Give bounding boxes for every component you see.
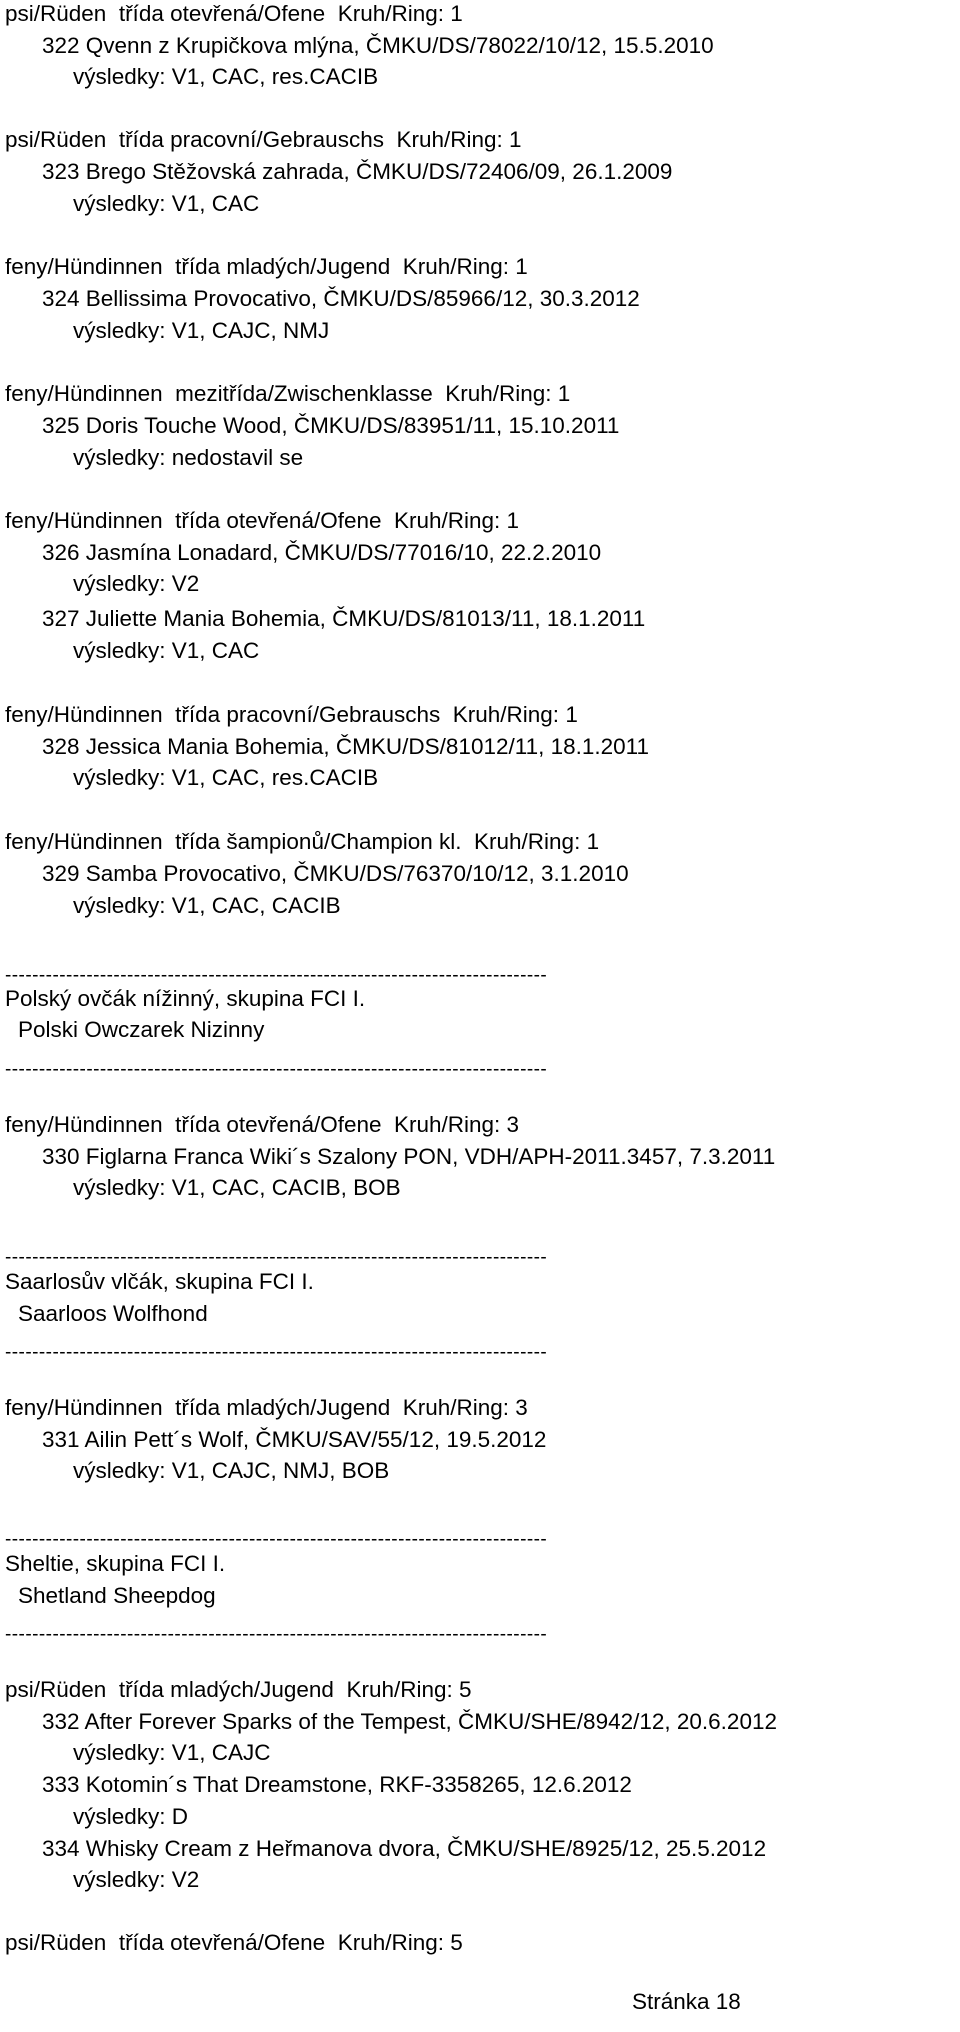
entry-line: 325 Doris Touche Wood, ČMKU/DS/83951/11, 15.10.2011 — [42, 413, 620, 438]
results-line: výsledky: V1, CAJC, NMJ — [73, 318, 330, 343]
breed-name: Saarlosův vlčák, skupina FCI I. — [5, 1269, 314, 1294]
breed-name: Sheltie, skupina FCI I. — [5, 1551, 226, 1576]
results-line: výsledky: V1, CAC, CACIB, BOB — [73, 1175, 401, 1200]
results-line: výsledky: V2 — [73, 571, 200, 596]
breed-name: Polský ovčák nížinný, skupina FCI I. — [5, 986, 366, 1011]
entry-line: 329 Samba Provocativo, ČMKU/DS/76370/10/12, 3.1.2010 — [42, 861, 629, 886]
entry-line: 324 Bellissima Provocativo, ČMKU/DS/85966/12, 30.3.2012 — [42, 286, 640, 311]
entry-line: 326 Jasmína Lonadard, ČMKU/DS/77016/10, 22.2.2010 — [42, 540, 602, 565]
class-header: feny/Hündinnen třída šampionů/Champion kl. Kruh/Ring: 1 — [5, 829, 600, 854]
class-header: feny/Hündinnen třída mladých/Jugend Kruh/Ring: 1 — [5, 254, 528, 279]
results-line: výsledky: V1, CAC, CACIB — [73, 893, 341, 918]
class-header: psi/Rüden třída mladých/Jugend Kruh/Ring: 5 — [5, 1677, 472, 1702]
entry-line: 327 Juliette Mania Bohemia, ČMKU/DS/81013/11, 18.1.2011 — [42, 606, 646, 631]
results-line: výsledky: V1, CAC, res.CACIB — [73, 765, 379, 790]
entry-line: 328 Jessica Mania Bohemia, ČMKU/DS/81012/11, 18.1.2011 — [42, 734, 650, 759]
separator-line: -------------------------------------------------------------------------------- — [5, 1342, 548, 1363]
results-line: výsledky: D — [73, 1804, 189, 1829]
separator-line: -------------------------------------------------------------------------------- — [5, 1059, 548, 1080]
entry-line: 322 Qvenn z Krupičkova mlýna, ČMKU/DS/78022/10/12, 15.5.2010 — [42, 33, 714, 58]
entry-line: 323 Brego Stěžovská zahrada, ČMKU/DS/72406/09, 26.1.2009 — [42, 159, 673, 184]
results-line: výsledky: V1, CAJC — [73, 1740, 271, 1765]
results-line: výsledky: V1, CAJC, NMJ, BOB — [73, 1458, 390, 1483]
separator-line: -------------------------------------------------------------------------------- — [5, 965, 548, 986]
breed-name-original: Polski Owczarek Nizinny — [18, 1017, 265, 1042]
results-line: výsledky: nedostavil se — [73, 445, 304, 470]
separator-line: -------------------------------------------------------------------------------- — [5, 1247, 548, 1268]
entry-line: 333 Kotomin´s That Dreamstone, RKF-3358265, 12.6.2012 — [42, 1772, 632, 1797]
breed-name-original: Shetland Sheepdog — [18, 1583, 216, 1608]
results-line: výsledky: V1, CAC — [73, 638, 260, 663]
class-header: feny/Hündinnen třída pracovní/Gebrauschs Kruh/Ring: 1 — [5, 702, 578, 727]
entry-line: 332 After Forever Sparks of the Tempest, ČMKU/SHE/8942/12, 20.6.2012 — [42, 1709, 777, 1734]
entry-line: 330 Figlarna Franca Wiki´s Szalony PON, VDH/APH-2011.3457, 7.3.2011 — [42, 1144, 776, 1169]
entry-line: 331 Ailin Pett´s Wolf, ČMKU/SAV/55/12, 19.5.2012 — [42, 1427, 547, 1452]
breed-name-original: Saarloos Wolfhond — [18, 1301, 208, 1326]
class-header: feny/Hündinnen třída mladých/Jugend Kruh/Ring: 3 — [5, 1395, 528, 1420]
separator-line: -------------------------------------------------------------------------------- — [5, 1624, 548, 1645]
entry-line: 334 Whisky Cream z Heřmanova dvora, ČMKU/SHE/8925/12, 25.5.2012 — [42, 1836, 767, 1861]
results-line: výsledky: V1, CAC, res.CACIB — [73, 64, 379, 89]
class-header: feny/Hündinnen třída otevřená/Ofene Kruh/Ring: 1 — [5, 508, 520, 533]
separator-line: -------------------------------------------------------------------------------- — [5, 1529, 548, 1550]
class-header: psi/Rüden třída otevřená/Ofene Kruh/Ring: 5 — [5, 1930, 463, 1955]
class-header: psi/Rüden třída pracovní/Gebrauschs Kruh/Ring: 1 — [5, 127, 522, 152]
class-header: feny/Hündinnen třída otevřená/Ofene Kruh/Ring: 3 — [5, 1112, 520, 1137]
class-header: psi/Rüden třída otevřená/Ofene Kruh/Ring: 1 — [5, 1, 463, 26]
page-number: Stránka 18 — [632, 1989, 741, 2014]
class-header: feny/Hündinnen mezitřída/Zwischenklasse Kruh/Ring: 1 — [5, 381, 571, 406]
results-line: výsledky: V2 — [73, 1867, 200, 1892]
results-line: výsledky: V1, CAC — [73, 191, 260, 216]
